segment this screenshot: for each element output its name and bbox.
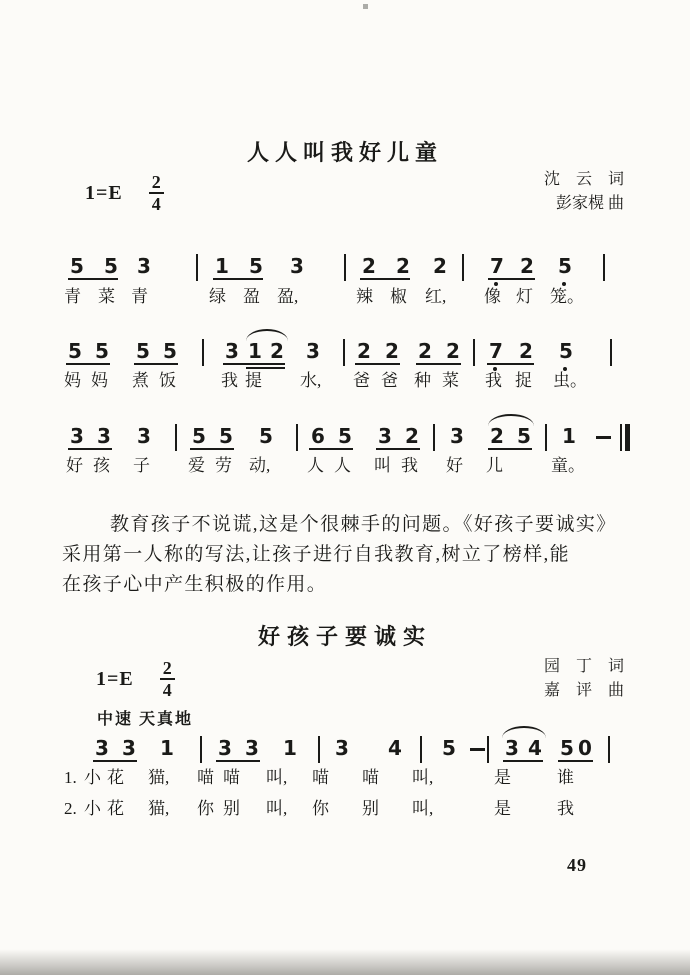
note-digit: 1 <box>160 736 174 760</box>
lyric-syllable: 妈 <box>91 371 108 390</box>
song2-title: 好孩子要诚实 <box>257 624 432 649</box>
eighth-beam <box>487 363 534 365</box>
eighth-beam <box>68 448 112 450</box>
lyric-syllable: 动, <box>249 456 271 475</box>
note-digit: 5 <box>68 339 82 363</box>
eighth-beam <box>216 760 260 762</box>
lyric-syllable: 花 <box>107 799 124 818</box>
barline <box>608 736 610 763</box>
barline <box>610 339 612 366</box>
note-digit: 2 <box>433 254 447 278</box>
lyric-syllable: 子 <box>133 456 150 475</box>
barline <box>462 254 464 281</box>
lyric-syllable: 青 <box>64 287 81 306</box>
eighth-beam <box>66 363 110 365</box>
barline <box>296 424 298 451</box>
song2-tempo-marking: 中速 天真地 <box>97 711 194 728</box>
note-digit: 7 <box>489 339 503 363</box>
song1-meter-denominator: 4 <box>151 194 161 214</box>
lyric-syllable: 童。 <box>551 456 585 475</box>
barline <box>487 736 489 763</box>
barline <box>420 736 422 763</box>
duration-dash <box>470 748 485 751</box>
song2-key: 1=E <box>96 667 134 690</box>
lyric-syllable: 别 <box>362 799 379 818</box>
lyric-syllable: 我 <box>221 371 238 390</box>
barline <box>603 254 605 281</box>
lyric-syllable: 你 <box>197 799 214 818</box>
lyric-syllable: 是 <box>494 799 511 818</box>
note-digit: 2 <box>405 424 419 448</box>
lyric-syllable: 小 <box>84 768 101 787</box>
song1-credits <box>544 168 624 216</box>
note-digit: 7 <box>490 254 504 278</box>
song1-lyricist: 沈 云 词 <box>543 171 624 188</box>
barline <box>318 736 320 763</box>
note-digit: 2 <box>270 339 284 363</box>
note-digit: 3 <box>70 424 84 448</box>
barline <box>433 424 435 451</box>
final-barline-thin <box>620 424 622 451</box>
slur-arc <box>246 329 288 341</box>
song2-meter-numerator: 2 <box>160 658 175 680</box>
barline <box>545 424 547 451</box>
note-digit: 2 <box>396 254 410 278</box>
eighth-beam <box>309 448 353 450</box>
lyric-syllable: 人 <box>307 456 324 475</box>
lyric-syllable: 小 <box>84 799 101 818</box>
lyric-syllable: 像 <box>484 287 501 306</box>
note-digit: 5 <box>558 254 572 278</box>
eighth-beam <box>223 363 285 365</box>
song2-time-signature <box>160 658 175 700</box>
barline <box>343 339 345 366</box>
lyric-syllable: 灯 <box>516 287 533 306</box>
lyric-syllable: 孩 <box>93 456 110 475</box>
eighth-beam <box>558 760 593 762</box>
sixteenth-beam <box>246 367 285 369</box>
lyric-syllable: 2. <box>64 799 77 818</box>
barline <box>473 339 475 366</box>
slur-arc <box>488 414 534 426</box>
commentary-line-2: 采用第一人称的写法,让孩子进行自我教育,树立了榜样,能 <box>62 544 571 565</box>
note-digit: 1 <box>215 254 229 278</box>
note-digit: 3 <box>137 254 151 278</box>
lyric-syllable: 我 <box>485 371 502 390</box>
lyric-syllable: 水, <box>300 371 322 390</box>
lyric-syllable: 种 <box>414 371 431 390</box>
duration-dash <box>596 436 611 439</box>
note-digit: 5 <box>219 424 233 448</box>
eighth-beam <box>488 448 532 450</box>
note-digit: 2 <box>520 254 534 278</box>
lyric-syllable: 好 <box>446 456 463 475</box>
barline <box>202 339 204 366</box>
note-digit: 5 <box>560 736 574 760</box>
final-barline-thick <box>625 424 630 451</box>
note-digit: 3 <box>122 736 136 760</box>
lyric-syllable: 叫 <box>374 456 391 475</box>
lyric-syllable: 菜 <box>442 371 459 390</box>
eighth-beam <box>213 278 263 280</box>
note-digit: 3 <box>450 424 464 448</box>
note-digit: 3 <box>505 736 519 760</box>
note-digit: 2 <box>385 339 399 363</box>
song2-meter-denominator: 4 <box>162 680 172 700</box>
song1-meter-numerator: 2 <box>149 172 164 194</box>
barline <box>344 254 346 281</box>
song1-title: 人人叫我好儿童 <box>246 140 443 165</box>
note-digit: 5 <box>192 424 206 448</box>
note-digit: 2 <box>362 254 376 278</box>
lyric-syllable: 青 <box>131 287 148 306</box>
song2-composer: 嘉 评 曲 <box>543 682 624 699</box>
lyric-syllable: 叫, <box>412 768 434 787</box>
note-digit: 5 <box>95 339 109 363</box>
lyric-syllable: 妈 <box>64 371 81 390</box>
lyric-syllable: 人 <box>334 456 351 475</box>
song2-lyricist: 园 丁 词 <box>543 658 624 675</box>
eighth-beam <box>376 448 420 450</box>
lyric-syllable: 红, <box>425 287 447 306</box>
lyric-syllable: 儿 <box>486 456 503 475</box>
note-digit: 3 <box>95 736 109 760</box>
page-number: 49 <box>567 855 587 875</box>
note-digit: 3 <box>218 736 232 760</box>
note-digit: 5 <box>136 339 150 363</box>
scan-edge-shadow <box>0 949 690 975</box>
barline <box>175 424 177 451</box>
note-digit: 6 <box>311 424 325 448</box>
lyric-syllable: 煮 <box>132 371 149 390</box>
note-digit: 3 <box>137 424 151 448</box>
song1-time-signature <box>149 172 164 214</box>
note-digit: 3 <box>245 736 259 760</box>
eighth-beam <box>503 760 543 762</box>
lyric-syllable: 捉 <box>515 371 532 390</box>
lyric-syllable: 爱 <box>188 456 205 475</box>
eighth-beam <box>488 278 535 280</box>
lyric-syllable: 别 <box>223 799 240 818</box>
lyric-syllable: 谁 <box>557 768 574 787</box>
low-octave-dot <box>562 282 566 286</box>
note-digit: 3 <box>378 424 392 448</box>
song2-key-signature <box>96 658 175 700</box>
commentary-line-1: 教育孩子不说谎,这是个很棘手的问题。《好孩子要诚实》 <box>110 514 617 535</box>
lyric-syllable: 辣 <box>356 287 373 306</box>
low-octave-dot <box>494 282 498 286</box>
song2-credits <box>544 655 624 703</box>
note-digit: 5 <box>517 424 531 448</box>
song1-key-signature <box>85 172 164 214</box>
note-digit: 2 <box>490 424 504 448</box>
eighth-beam <box>134 363 178 365</box>
lyric-syllable: 1. <box>64 768 77 787</box>
lyric-syllable: 爸 <box>381 371 398 390</box>
lyric-syllable: 花 <box>107 768 124 787</box>
lyric-syllable: 猫, <box>148 768 170 787</box>
note-digit: 5 <box>442 736 456 760</box>
lyric-syllable: 喵 <box>312 768 329 787</box>
slur-arc <box>502 726 546 738</box>
lyric-syllable: 好 <box>66 456 83 475</box>
note-digit: 3 <box>335 736 349 760</box>
note-digit: 2 <box>519 339 533 363</box>
lyric-syllable: 喵 <box>197 768 214 787</box>
lyric-syllable: 叫, <box>412 799 434 818</box>
lyric-syllable: 猫, <box>148 799 170 818</box>
lyric-syllable: 虫。 <box>553 371 587 390</box>
note-digit: 3 <box>97 424 111 448</box>
lyric-syllable: 饭 <box>159 371 176 390</box>
eighth-beam <box>360 278 410 280</box>
eighth-beam <box>68 278 118 280</box>
note-digit: 3 <box>290 254 304 278</box>
lyric-syllable: 叫, <box>266 768 288 787</box>
note-digit: 5 <box>338 424 352 448</box>
note-digit: 3 <box>306 339 320 363</box>
lyric-syllable: 我 <box>557 799 574 818</box>
note-digit: 2 <box>357 339 371 363</box>
lyric-syllable: 椒 <box>390 287 407 306</box>
note-digit: 5 <box>70 254 84 278</box>
eighth-beam <box>190 448 234 450</box>
lyric-syllable: 是 <box>494 768 511 787</box>
note-digit: 4 <box>388 736 402 760</box>
note-digit: 5 <box>259 424 273 448</box>
song1-composer: 彭家榥 曲 <box>555 195 624 212</box>
barline <box>196 254 198 281</box>
note-digit: 4 <box>528 736 542 760</box>
lyric-syllable: 爸 <box>353 371 370 390</box>
lyric-syllable: 劳 <box>215 456 232 475</box>
scan-artifact <box>363 4 368 9</box>
lyric-syllable: 笼。 <box>550 287 584 306</box>
note-digit: 2 <box>446 339 460 363</box>
lyric-syllable: 菜 <box>98 287 115 306</box>
commentary <box>62 510 637 600</box>
note-digit: 5 <box>163 339 177 363</box>
lyric-syllable: 叫, <box>266 799 288 818</box>
note-digit: 5 <box>559 339 573 363</box>
lyric-syllable: 喵 <box>362 768 379 787</box>
eighth-beam <box>93 760 137 762</box>
note-digit: 5 <box>104 254 118 278</box>
note-digit: 1 <box>283 736 297 760</box>
song1-key: 1=E <box>85 181 123 204</box>
eighth-beam <box>416 363 461 365</box>
lyric-syllable: 你 <box>312 799 329 818</box>
note-digit: 2 <box>418 339 432 363</box>
eighth-beam <box>355 363 400 365</box>
lyric-syllable: 喵 <box>223 768 240 787</box>
note-digit: 1 <box>562 424 576 448</box>
lyric-syllable: 盈 <box>243 287 260 306</box>
lyric-syllable: 我 <box>401 456 418 475</box>
lyric-syllable: 绿 <box>209 287 226 306</box>
barline <box>200 736 202 763</box>
note-digit: 5 <box>249 254 263 278</box>
note-digit: 1 <box>248 339 262 363</box>
note-digit: 0 <box>578 736 592 760</box>
lyric-syllable: 盈, <box>277 287 299 306</box>
note-digit: 3 <box>225 339 239 363</box>
lyric-syllable: 提 <box>245 371 262 390</box>
commentary-line-3: 在孩子心中产生积极的作用。 <box>62 574 328 595</box>
